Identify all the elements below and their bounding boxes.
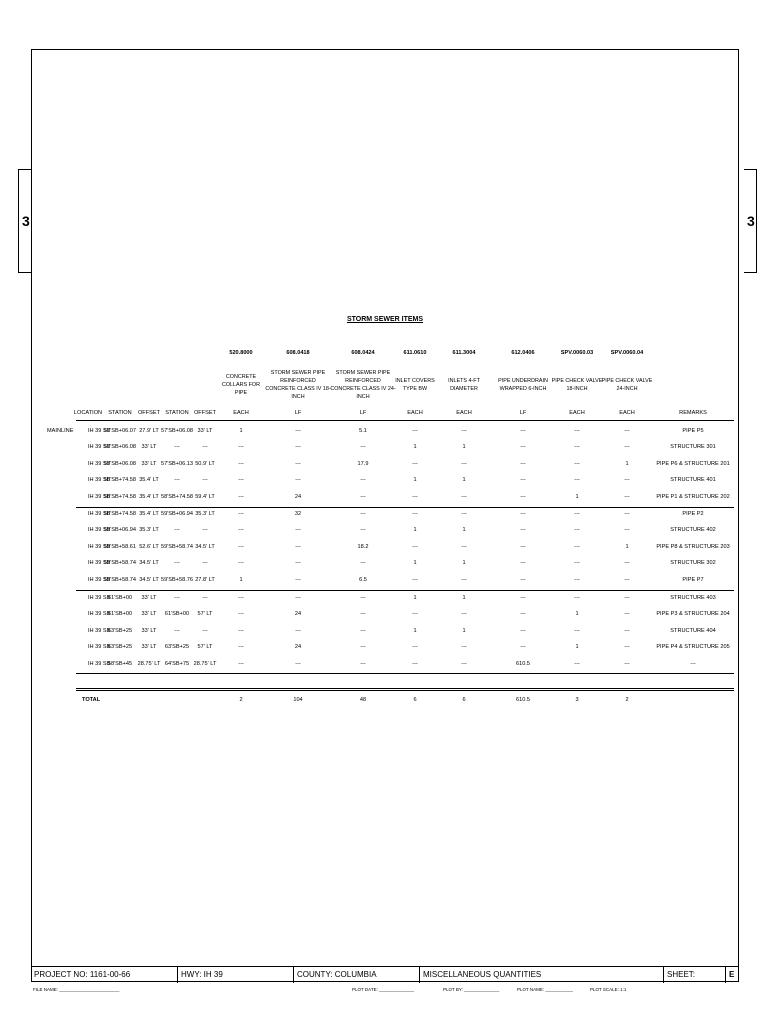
table-cell: IH 39 SB (88, 627, 111, 634)
total-value: 3 (575, 697, 579, 703)
table-cell: --- (624, 660, 630, 667)
table-cell: 5.1 (359, 428, 367, 434)
table-cell: PIPE P5 (682, 428, 704, 434)
column-header: EACH (456, 410, 472, 416)
table-cell: --- (202, 477, 208, 484)
table-cell: 27.8' LT (195, 576, 215, 583)
table-cell: --- (202, 444, 208, 451)
table-cell: --- (624, 611, 630, 618)
table-cell: 1 (462, 560, 466, 567)
table-cell: 1 (575, 493, 579, 500)
table-cell: PIPE P2 (682, 511, 704, 517)
total-value: 2 (625, 697, 629, 703)
table-cell: --- (412, 611, 418, 618)
table-cell: --- (238, 511, 244, 517)
table-cell: --- (174, 527, 180, 534)
table-cell: 58'SB+74.58 (103, 511, 137, 517)
table-cell: --- (202, 560, 208, 567)
table-cell: --- (461, 511, 467, 517)
sheet-label: SHEET: (663, 967, 733, 983)
table-cell: --- (520, 543, 526, 550)
table-cell: 57'SB+06.08 (103, 444, 137, 451)
table-cell: 24 (294, 493, 302, 500)
table-cell: --- (624, 444, 630, 451)
item-description: STORM SEWER PIPE REINFORCED CONCRETE CLASS IV 24-INCH (330, 370, 396, 400)
table-cell: --- (174, 444, 180, 451)
table-cell: 34.5' LT (195, 543, 215, 550)
table-cell: --- (624, 627, 630, 634)
table-cell: 57'SB+06.07 (103, 428, 137, 434)
column-header: REMARKS (679, 410, 707, 416)
table-cell: --- (520, 511, 526, 517)
table-cell: --- (238, 560, 244, 567)
total-value: 48 (359, 697, 367, 703)
table-cell: 1 (625, 543, 629, 550)
table-cell: --- (520, 611, 526, 618)
table-cell: --- (574, 595, 580, 601)
table-title: STORM SEWER ITEMS (346, 316, 424, 323)
table-cell: --- (624, 527, 630, 534)
table-cell: --- (461, 460, 467, 467)
table-cell: STRUCTURE 401 (670, 477, 716, 484)
table-cell: 1 (413, 444, 417, 451)
item-description: STORM SEWER PIPE REINFORCED CONCRETE CLASS IV 18-INCH (265, 370, 331, 400)
table-cell: --- (202, 627, 208, 634)
table-cell: --- (174, 627, 180, 634)
total-rule (76, 690, 734, 691)
table-cell: --- (202, 527, 208, 534)
group-rule (76, 590, 734, 591)
plot-by: PLOT BY: ______________ (443, 987, 500, 992)
table-cell: 58'SB+74.58 (103, 477, 137, 484)
table-cell: --- (238, 595, 244, 601)
table-cell: 50.9' LT (195, 460, 215, 467)
table-cell: 17.9 (357, 460, 369, 467)
table-cell: 27.9' LT (139, 428, 159, 434)
table-cell: 35.4' LT (139, 477, 159, 484)
table-cell: 1 (413, 560, 417, 567)
table-cell: --- (295, 444, 301, 451)
table-cell: --- (461, 493, 467, 500)
sheet-letter: E (725, 967, 739, 983)
table-cell: 1 (462, 595, 466, 601)
table-cell: IH 39 SB (88, 477, 111, 484)
table-cell: --- (461, 428, 467, 434)
plot-date: PLOT DATE: ______________ (352, 987, 415, 992)
item-description: CONCRETE COLLARS FOR PIPE (221, 374, 261, 396)
table-cell: 59'SB+58.74 (103, 576, 137, 583)
table-cell: --- (238, 543, 244, 550)
table-cell: --- (574, 477, 580, 484)
group-rule (76, 673, 734, 674)
table-cell: IH 39 SB (88, 543, 111, 550)
table-cell: IH 39 SB (88, 560, 111, 567)
table-cell: 61'SB+00 (164, 611, 190, 618)
table-cell: PIPE P8 & STRUCTURE 203 (656, 543, 730, 550)
group-rule (76, 507, 734, 508)
table-cell: --- (238, 527, 244, 534)
table-cell: --- (520, 460, 526, 467)
table-cell: --- (238, 444, 244, 451)
table-cell: 33' LT (141, 444, 157, 451)
table-cell: --- (574, 444, 580, 451)
table-cell: --- (360, 644, 366, 651)
table-cell: --- (574, 560, 580, 567)
table-cell: 1 (413, 527, 417, 534)
column-header: LOCATION (73, 410, 103, 416)
column-header: OFFSET (193, 410, 217, 416)
table-cell: --- (461, 543, 467, 550)
table-cell: --- (520, 560, 526, 567)
table-cell: STRUCTURE 301 (670, 444, 716, 451)
table-cell: --- (238, 627, 244, 634)
item-description: PIPE CHECK VALVE 18-INCH (551, 378, 603, 392)
table-cell: --- (238, 493, 244, 500)
item-description: INLET COVERS TYPE BW (395, 378, 435, 392)
highway: HWY: IH 39 (177, 967, 293, 983)
total-value: 6 (413, 697, 417, 703)
table-cell: --- (295, 543, 301, 550)
table-cell: 18.2 (357, 543, 369, 550)
table-cell: 58'SB+74.58 (160, 493, 194, 500)
table-cell: STRUCTURE 302 (670, 560, 716, 567)
sheet-description: MISCELLANEOUS QUANTITIES (419, 967, 663, 983)
table-cell: 1 (575, 611, 579, 618)
table-cell: --- (574, 511, 580, 517)
table-cell: --- (360, 477, 366, 484)
plot-scale: PLOT SCALE: 1:1 (590, 987, 627, 992)
table-cell: --- (624, 428, 630, 434)
table-cell: STRUCTURE 402 (670, 527, 716, 534)
table-cell: --- (295, 660, 301, 667)
table-cell: IH 39 SB (88, 576, 111, 583)
total-label: TOTAL (82, 697, 101, 703)
table-cell: --- (295, 560, 301, 567)
table-cell: IH 39 SB (88, 511, 111, 517)
table-cell: 59'SB+06.94 (160, 511, 194, 517)
table-cell: 1 (462, 627, 466, 634)
table-cell: PIPE P7 (682, 576, 704, 583)
table-cell: 35.4' LT (139, 511, 159, 517)
table-cell: --- (520, 627, 526, 634)
table-cell: 58'SB+74.58 (103, 493, 137, 500)
table-cell: --- (202, 595, 208, 601)
table-cell: 59'SB+58.76 (160, 576, 194, 583)
table-cell: 33' LT (141, 460, 157, 467)
project-number: PROJECT NO: 1161-00-66 (34, 970, 131, 979)
table-cell: --- (295, 627, 301, 634)
column-header: EACH (407, 410, 423, 416)
table-cell: --- (174, 595, 180, 601)
table-cell: 61'SB+00 (107, 611, 133, 618)
column-header: LF (294, 410, 302, 416)
table-cell: IH 39 SB (88, 460, 111, 467)
table-cell: 1 (413, 477, 417, 484)
table-cell: IH 39 SB (88, 493, 111, 500)
table-cell: STRUCTURE 404 (670, 627, 716, 634)
table-cell: --- (520, 444, 526, 451)
table-cell: --- (624, 511, 630, 517)
table-cell: 58'SB+45 (107, 660, 133, 667)
item-code: SPV.0060.03 (560, 350, 594, 356)
table-cell: --- (295, 428, 301, 434)
table-cell: --- (624, 560, 630, 567)
item-code: 612.0406 (511, 350, 535, 356)
total-value: 104 (293, 697, 303, 703)
table-cell: 610.5 (516, 660, 530, 667)
table-cell: 59'SB+58.74 (160, 543, 194, 550)
table-cell: --- (520, 576, 526, 583)
table-cell: 59'SB+06.94 (103, 527, 137, 534)
column-header: LF (519, 410, 527, 416)
sheet-tab-left-number: 3 (22, 213, 30, 229)
table-cell: --- (461, 660, 467, 667)
table-cell: --- (360, 560, 366, 567)
column-header: STATION (165, 410, 189, 416)
table-cell: --- (295, 576, 301, 583)
table-cell: 35.4' LT (139, 493, 159, 500)
table-cell: STRUCTURE 403 (670, 595, 716, 601)
table-cell: --- (295, 595, 301, 601)
table-cell: --- (412, 511, 418, 517)
table-cell: 34.5' LT (139, 576, 159, 583)
item-code: 611.3004 (452, 350, 476, 356)
sheet-tab-right-number: 3 (747, 213, 755, 229)
table-cell: --- (238, 660, 244, 667)
table-cell: --- (412, 460, 418, 467)
table-cell: 28.75' LT (137, 660, 161, 667)
column-header: LF (359, 410, 367, 416)
section-label: MAINLINE (47, 428, 74, 434)
item-code: 608.0418 (286, 350, 310, 356)
table-cell: 32 (294, 511, 302, 517)
table-cell: 61'SB+00 (107, 595, 133, 601)
table-cell: --- (520, 428, 526, 434)
table-cell: IH 39 SB (88, 595, 111, 601)
table-cell: --- (360, 660, 366, 667)
table-cell: 1 (575, 644, 579, 651)
table-cell: --- (574, 543, 580, 550)
column-header: EACH (233, 410, 249, 416)
table-cell: 35.3' LT (139, 527, 159, 534)
table-cell: 33' LT (197, 428, 213, 434)
item-description: INLETS 4-FT DIAMETER (448, 378, 480, 392)
table-cell: --- (295, 477, 301, 484)
table-cell: 1 (462, 527, 466, 534)
table-cell: IH 39 SB (88, 527, 111, 534)
table-cell: --- (574, 660, 580, 667)
table-cell: --- (174, 477, 180, 484)
table-cell: --- (360, 493, 366, 500)
table-cell: 33' LT (141, 595, 157, 601)
total-rule (76, 688, 734, 689)
table-cell: 1 (239, 576, 243, 583)
table-cell: --- (360, 511, 366, 517)
table-cell: 28.75' LT (193, 660, 217, 667)
table-cell: --- (624, 595, 630, 601)
table-cell: --- (624, 644, 630, 651)
table-cell: --- (520, 644, 526, 651)
table-cell: --- (295, 527, 301, 534)
table-cell: --- (238, 644, 244, 651)
table-cell: 57'SB+06.08 (103, 460, 137, 467)
table-cell: 57'SB+06.13 (160, 460, 194, 467)
item-code: 608.0424 (351, 350, 375, 356)
item-code: 520.8000 (229, 350, 253, 356)
table-cell: 35.3' LT (195, 511, 215, 517)
table-cell: 1 (239, 428, 243, 434)
total-value: 6 (462, 697, 466, 703)
table-cell: 63'SB+25 (107, 644, 133, 651)
table-cell: PIPE P4 & STRUCTURE 205 (656, 644, 730, 651)
table-cell: --- (520, 477, 526, 484)
table-cell: --- (360, 611, 366, 618)
table-cell: --- (412, 493, 418, 500)
table-cell: --- (624, 477, 630, 484)
item-description: PIPE UNDERDRAIN WRAPPED 6-INCH (498, 378, 548, 392)
table-cell: 34.5' LT (139, 560, 159, 567)
table-cell: --- (412, 428, 418, 434)
table-cell: 33' LT (141, 627, 157, 634)
table-cell: --- (412, 543, 418, 550)
table-cell: 1 (413, 595, 417, 601)
table-cell: 57' LT (197, 644, 213, 651)
table-cell: 64'SB+75 (164, 660, 190, 667)
table-cell: --- (174, 560, 180, 567)
table-cell: 24 (294, 611, 302, 618)
table-cell: --- (690, 660, 696, 667)
table-cell: 1 (462, 444, 466, 451)
table-cell: --- (574, 627, 580, 634)
table-cell: IH 39 SB (88, 611, 111, 618)
table-cell: 6.5 (359, 576, 367, 583)
table-cell: 59.4' LT (195, 493, 215, 500)
table-cell: --- (412, 576, 418, 583)
column-header: OFFSET (137, 410, 161, 416)
table-cell: 24 (294, 644, 302, 651)
table-cell: IH 39 SB (88, 444, 111, 451)
table-cell: --- (412, 644, 418, 651)
table-cell: --- (238, 477, 244, 484)
table-cell: --- (520, 527, 526, 534)
header-rule (76, 420, 734, 421)
title-block (31, 966, 739, 982)
table-cell: 33' LT (141, 611, 157, 618)
table-cell: 33' LT (141, 644, 157, 651)
table-cell: --- (360, 444, 366, 451)
table-cell: IH 39 SB (88, 428, 111, 434)
table-cell: 1 (413, 627, 417, 634)
table-cell: --- (412, 660, 418, 667)
table-cell: --- (574, 460, 580, 467)
table-cell: --- (624, 493, 630, 500)
county: COUNTY: COLUMBIA (293, 967, 419, 983)
table-cell: --- (574, 428, 580, 434)
column-header: STATION (108, 410, 132, 416)
table-cell: --- (461, 644, 467, 651)
table-cell: --- (238, 611, 244, 618)
table-cell: --- (461, 611, 467, 618)
table-cell: 57' LT (197, 611, 213, 618)
plot-name: PLOT NAME: ___________ (517, 987, 573, 992)
table-cell: --- (520, 493, 526, 500)
table-cell: --- (360, 595, 366, 601)
table-cell: PIPE P6 & STRUCTURE 201 (656, 460, 730, 467)
table-cell: 52.6' LT (139, 543, 159, 550)
table-cell: --- (461, 576, 467, 583)
table-cell: --- (574, 576, 580, 583)
table-cell: --- (520, 595, 526, 601)
table-cell: 63'SB+25 (164, 644, 190, 651)
table-cell: --- (238, 460, 244, 467)
file-name: FILE NAME: ________________________ (33, 987, 120, 992)
item-code: SPV.0060.04 (610, 350, 644, 356)
table-cell: PIPE P3 & STRUCTURE 204 (656, 611, 730, 618)
table-cell: --- (624, 576, 630, 583)
column-header: EACH (569, 410, 585, 416)
table-cell: 59'SB+58.74 (103, 560, 137, 567)
table-cell: --- (574, 527, 580, 534)
table-cell: 63'SB+25 (107, 627, 133, 634)
table-cell: 57'SB+06.08 (160, 428, 194, 434)
item-description: PIPE CHECK VALVE 24-INCH (601, 378, 653, 392)
table-cell: PIPE P1 & STRUCTURE 202 (656, 493, 730, 500)
table-cell: --- (295, 460, 301, 467)
table-cell: IH 39 SB (88, 660, 111, 667)
total-value: 610.5 (516, 697, 530, 703)
table-cell: IH 39 SB (88, 644, 111, 651)
table-cell: 59'SB+58.61 (103, 543, 137, 550)
total-value: 2 (239, 697, 243, 703)
table-cell: 1 (625, 460, 629, 467)
column-header: EACH (619, 410, 635, 416)
item-code: 611.0610 (403, 350, 427, 356)
table-cell: --- (360, 527, 366, 534)
table-cell: 1 (462, 477, 466, 484)
table-cell: --- (360, 627, 366, 634)
